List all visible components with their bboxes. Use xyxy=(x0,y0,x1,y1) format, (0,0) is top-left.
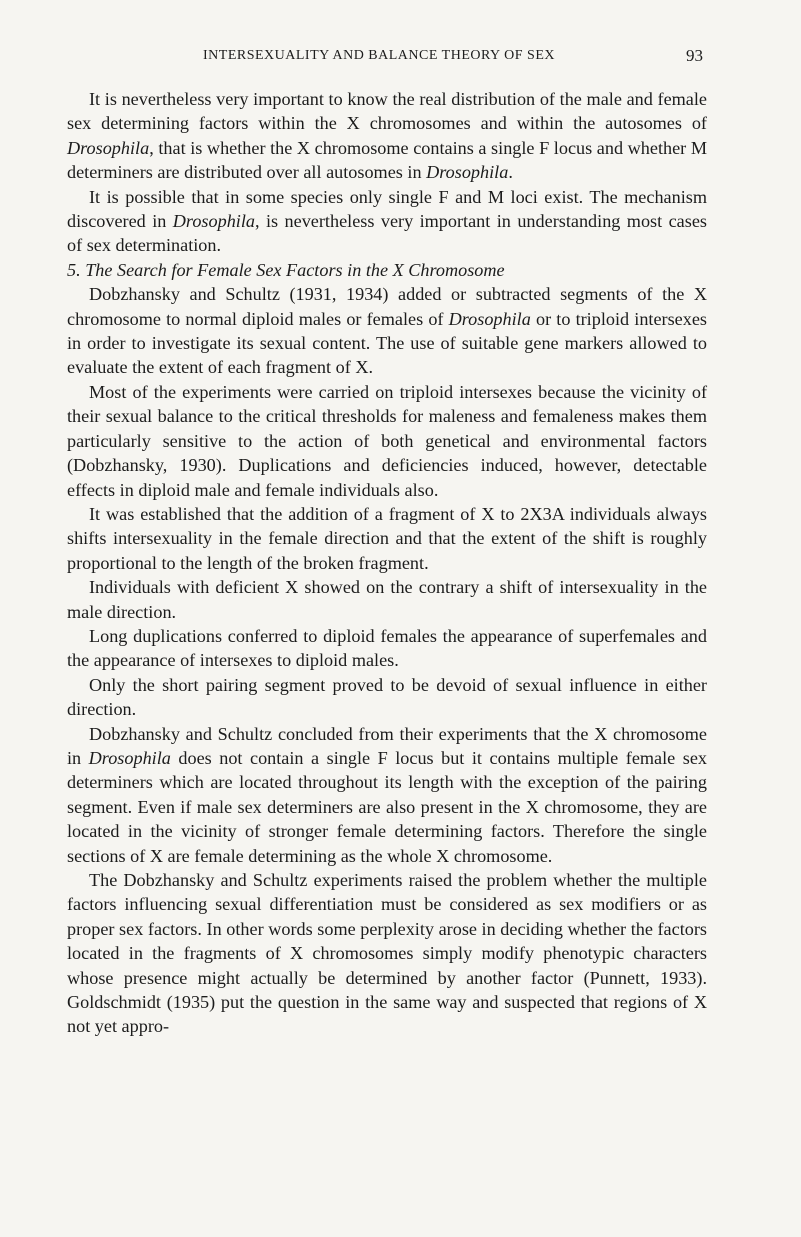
paragraph: Only the short pairing segment proved to be devoid of sexual influence in either direction. xyxy=(67,674,707,720)
paragraph: Most of the experiments were carried on triploid intersexes because the vicinity of their sexual balance to the critical thresholds for maleness and femaleness makes them particularly sensitive to the action of both genetical and environmental factors (Dobzhansky, 1930). Duplications and deficiencies induced, however, detectable effects in diploid male and female individuals also. xyxy=(67,381,707,500)
paragraph: Dobzhansky and Schultz (1931, 1934) added or subtracted segments of the X chromosome to normal diploid males or females of Drosophila or to triploid intersexes in order to investigate its sexual content. The use of suitable gene markers allowed to evaluate the extent of each fragment of X. xyxy=(67,284,707,378)
paragraph: Individuals with deficient X showed on the contrary a shift of intersexuality in the male direction. xyxy=(67,577,707,622)
paragraph: It is possible that in some species only single F and M loci exist. The mechanism discovered in Drosophila, is nevertheless very important in understanding most cases of sex determination. xyxy=(67,186,707,256)
section-number: 5. xyxy=(67,259,81,280)
paragraph: Dobzhansky and Schultz concluded from their experiments that the X chromosome in Drosophila does not contain a single F locus but it contains multiple female sex determiners which are located throughout its length with the exception of the pairing segment. Even if male sex determiners are also present in the X chromosome, they are located in the vicinity of stronger female determining factors. Therefore the single sections of X are female determining as the whole X chromosome. xyxy=(67,723,707,866)
paragraph: The Dobzhansky and Schultz experiments raised the problem whether the multiple factors influencing sexual differentiation must be considered as sex modifiers or as proper sex factors. In other words some perplexity arose in deciding whether the factors located in the fragments of X chromosomes simply modify phenotypic characters whose presence might actually be determined by another factor (Punnett, 1933). Goldschmidt (1935) put the question in the same way and suspected that regions of X not yet appro- xyxy=(67,870,707,1037)
body-text xyxy=(67,87,707,1039)
running-head: INTERSEXUALITY AND BALANCE THEORY OF SEX xyxy=(203,48,555,63)
paragraph: Long duplications conferred to diploid females the appearance of superfemales and the appearance of intersexes to diploid males. xyxy=(67,625,707,671)
page-number: 93 xyxy=(686,46,703,65)
paragraph: It was established that the addition of a fragment of X to 2X3A individuals always shifts intersexuality in the female direction and that the extent of the shift is roughly proportional to the length of the broken fragment. xyxy=(67,503,707,573)
section-title: The Search for Female Sex Factors in the X Chromosome xyxy=(85,259,505,280)
page-header xyxy=(203,46,703,70)
paragraph: It is nevertheless very important to know the real distribution of the male and female sex determining factors within the X chromosomes and within the autosomes of Drosophila, that is whether the X chromosome contains a single F locus and whether M determiners are distributed over all autosomes in Drosophila. xyxy=(67,89,707,183)
section-heading xyxy=(67,258,707,282)
